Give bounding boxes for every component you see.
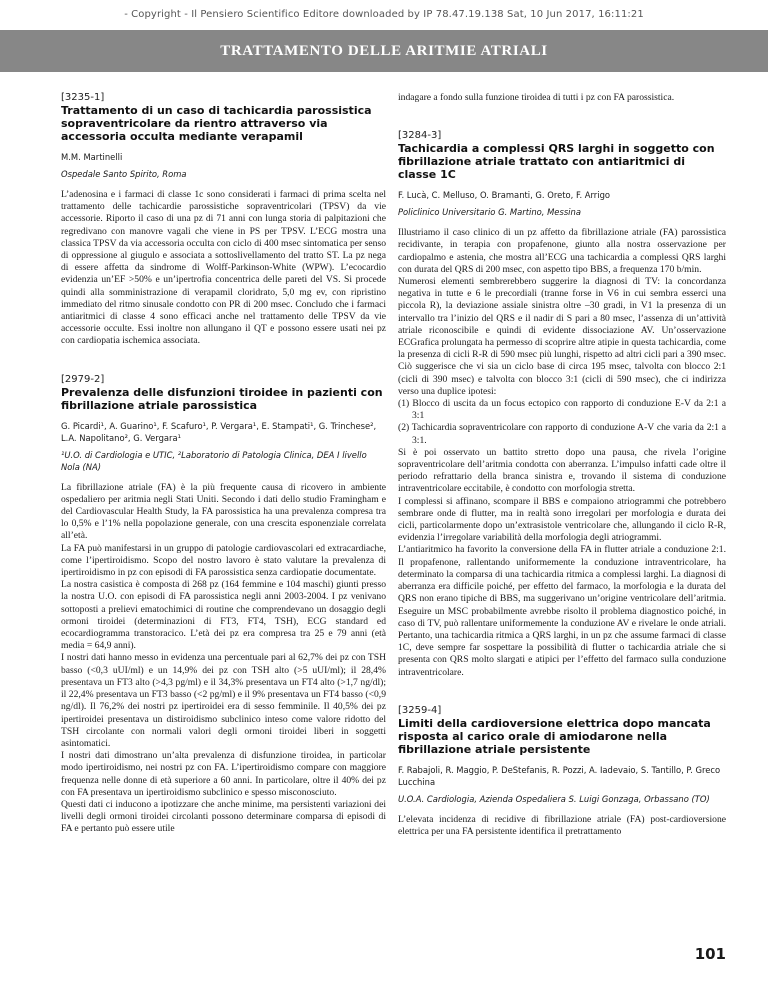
hypothesis-list — [398, 398, 726, 447]
section-banner — [0, 30, 768, 72]
abstract-affiliation: Ospedale Santo Spirito, Roma — [61, 169, 187, 179]
abstract-authors: F. Rabajoli, R. Maggio, P. DeStefanis, R. Pozzi, A. Iadevaio, S. Tantillo, P. Greco Lucchina — [398, 764, 721, 787]
abstract-affiliation: Policlinico Universitario G. Martino, Messina — [398, 207, 581, 218]
right-column — [398, 92, 726, 852]
left-column — [61, 92, 386, 850]
copyright-notice: - Copyright - Il Pensiero Scientifico Editore downloaded by IP 78.47.19.138 Sat, 10 Jun 2017, 16:11:21 — [124, 9, 644, 20]
abstract-code: [3235-1] — [61, 92, 105, 103]
abstract-affiliation: U.O.A. Cardiologia, Azienda Ospedaliera S. Luigi Gonzaga, Orbassano (TO) — [398, 793, 710, 804]
abstract-code: [3284-3] — [398, 130, 442, 142]
abstract-affiliation: ¹U.O. di Cardiologia e UTIC, ²Laboratorio di Patologia Clinica, DEA I livello Nola (NA) — [61, 449, 367, 472]
abstract-3259-4 — [398, 705, 726, 838]
abstract-code: [3259-4] — [398, 704, 442, 716]
paragraph: Illustriamo il caso clinico di un pz affetto da fibrillazione atriale (FA) parossistica recidivante, in terapia con propafenone, giunto alla nostra osservazione per cardiopalmo e astenia, che mostra all’ECG una tachicardia a complessi QRS larghi con durata del QRS di 200 msec, con aspetto tipo BBS, a frequenza 170 b/min. — [398, 227, 726, 275]
abstract-title: Prevalenza delle disfunzioni tiroidee in pazienti con fibrillazione atriale parossistica — [61, 385, 383, 412]
paragraph: I nostri dati dimostrano un’alta prevalenza di disfunzione tiroidea, in particolar modo ipertiroidismo, nei nostri pz con FA. L’ipertiroidismo compare con maggiore frequenza nelle donne di età superiore a 60 anni. In particolare, oltre il 40% dei pz con FA presentava un ipertiroidismo subclinico e spesso misconosciuto. — [61, 750, 386, 798]
abstract-2979-2 — [61, 374, 386, 836]
abstract-2979-2-continued — [398, 92, 726, 104]
list-item: (2) Tachicardia sopraventricolare con rapporto di conduzione A-V che varia da 2:1 a 3:1. — [398, 422, 726, 446]
paragraph: Si è poi osservato un battito stretto dopo una pausa, che rivela l’origine sopraventricolare dell’aritmia condotta con aberranza. L’impulso infatti cade oltre il periodo refrattario della branca sinistra e, trovando il sistema di conduzione intraventricolare eccitabile, è condotto con morfologia stretta. — [398, 446, 726, 495]
abstract-code: [2979-2] — [61, 373, 105, 385]
paragraph: L’adenosina e i farmaci di classe 1c sono considerati i farmaci di prima scelta nel trattamento delle tachicardie parossistiche sopraventricolari (TPSV) da vie accessorie. Riporto il caso di una pz di 71 anni con lunga storia di palpitazioni che regredivano con manovre vagali che viene in PS per TPSV. L’ECG mostra una classica TPSV da via accessoria occulta con ciclo di 400 msec sintomatica per senso di oppressione al giugulo e associata a sottoslivellamento del tratto ST. La pz nega di essere affetta da sindrome di Wolff-Parkinson-White (WPW). L’ecocardio evidenzia un’EF >50% e un’ipertrofia concentrica delle pareti del VS. Si procede quindi alla somministrazione di verapamil cloridrato, 5,0 mg ev, con ripristino immediato del ritmo sinusale condotto con PR di 200 msec. Concludo che i farmaci antiaritmici di classe 4 sono efficaci anche nel trattamento delle TPSV da vie accessorie occulte. Essi inoltre non allungano il QT e possono essere usati nei pz con cardiopatia ischemica associata. — [61, 189, 386, 347]
paragraph: La fibrillazione atriale (FA) è la più frequente causa di ricovero in ambiente ospedaliero per aritmia negli Stati Uniti. Secondo i dati dello studio Framingham e del Cardiovascular Health Study, la FA parossistica ha una prevalenza compresa tra lo 0,5% e l’1% nella popolazione generale, con una crescita esponenziale correlata all’età. — [61, 481, 386, 542]
paragraph: I nostri dati hanno messo in evidenza una percentuale pari al 62,7% dei pz con TSH basso (<0,3 uUI/ml) e un 14,9% dei pz con TSH alto (>5 uUI/ml); il 28,4% presentava un FT3 alto (>4,3 pg/ml) e il 34,3% presentava un FT4 alto (>1,7 ng/dl); il 22,4% presentava un FT3 basso (<2 pg/ml) e il 9% presentava un FT4 basso (<0,9 ng/dl). Il 76,2% dei nostri pz ipertiroidei era di sesso femminile. Il 40,5% dei pz ipertiroidei presentava un distiroidismo subclinico inteso come valore ridotto del TSH circolante con normali valori degli ormoni tiroidei liberi in soggetti asintomatici. — [61, 652, 386, 749]
section-title: TRATTAMENTO DELLE ARITMIE ATRIALI — [220, 43, 548, 59]
paragraph: La nostra casistica è composta di 268 pz (164 femmine e 104 maschi) giunti presso la nostra U.O. con episodi di FA parossistica negli anni 2003-2004. I pz venivano sottoposti a prelievi ematochimici di routine che comprendevano un dosaggio degli ormoni tiroidei (determinazioni di FT3, FT4, TSH), ECG standard ed ecocardiogramma transtoracico. L’età dei pz era compresa tra 25 e 79 anni (età media = 64,9 anni). — [61, 579, 386, 652]
paragraph-continued: indagare a fondo sulla funzione tiroidea di tutti i pz con FA parossistica. — [398, 92, 675, 103]
abstract-3284-3 — [398, 130, 726, 679]
paragraph-continued: Questi dati ci inducono a ipotizzare che anche minime, ma persistenti variazioni dei livelli degli ormoni tiroidei circolanti possono determinare comparsa di episodi di FA e pertanto può essere utile — [61, 798, 386, 835]
abstract-body — [61, 189, 386, 348]
abstract-body — [398, 227, 726, 679]
abstract-title: Limiti della cardioversione elettrica dopo mancata risposta al carico orale di amiodarone nella fibrillazione atriale persistente — [398, 716, 711, 756]
abstract-authors: M.M. Martinelli — [61, 152, 123, 162]
paragraph: I complessi si affinano, scompare il BBS e compaiono atriogrammi che potrebbero sembrare onde di flutter, ma in realtà sono irregolari per morfologia e durata dei cicli, particolarmente dopo un’extrasistole ventricolare che, allungando il ciclo R-R, evidenzia l’irregolare variabilità della morfologia degli atriogrammi. — [398, 495, 726, 544]
abstract-title: Tachicardia a complessi QRS larghi in soggetto con fibrillazione atriale trattato con antiaritmici di classe 1C — [398, 142, 715, 182]
abstract-authors: G. Picardi¹, A. Guarino¹, F. Scafuro¹, P. Vergara¹, E. Stampati¹, G. Trinchese², L.A. Napolitano², G. Vergara¹ — [61, 420, 377, 443]
paragraph: L’antiaritmico ha favorito la conversione della FA in flutter atriale a conduzione 2:1. Il propafenone, rallentando uniformemente la conduzione intraventricolare, ha determinato la comparsa di una tachicardia ritmica a complessi larghi. La diagnosi di aberranza era difficile poiché, per effetto del farmaco, la morfologia e la durata del QRS non erano tipiche di BBS, ma suggerivano un’origine ventricolare dell’aritmia. Eseguire un MSC probabilmente avrebbe risolto il problema diagnostico poiché, in caso di TV, può rallentare uniformemente la conduzione AV e rivelare le onde atriali. Pertanto, una tachicardia ritmica a QRS larghi, in un pz che assume farmaci di classe 1C, deve sempre far sospettare la possibilità di flutter o tachicardia atriale che si presenta con QRS molto slargati e atipici per l’effetto del farmaco sulla conduzione intraventricolare. — [398, 544, 726, 678]
abstract-body — [398, 814, 726, 838]
page-number: 101 — [694, 945, 726, 963]
paragraph: Numerosi elementi sembrerebbero suggerire la diagnosi di TV: la concordanza negativa in tutte e 6 le precordiali (tranne forse in V6 in cui sembra esserci una piccola R), la deviazione assiale sinistra oltre –30 gradi, in V1 la presenza di un intervallo tra l’inizio del QRS e il nadir di S pari a 80 msec, l’assenza di un’attività atriale riconoscibile e quindi di evidente dissociazione AV. Un’osservazione ECGrafica prolungata ha permesso di scoprire altre atipie in questa tachicardia, come la presenza di cicli R-R di 590 msec più lunghi, rispetto ad altri cicli pari a 390 msec. Ciò suggerisce che vi sia un ciclo base di circa 195 msec, talvolta con blocco 2:1 (cicli di 390 msec) e talvolta con blocco 3:1 (cicli di 590 msec), che ci indirizza verso una duplice ipotesi: — [398, 276, 726, 397]
abstract-3235-1 — [61, 92, 386, 348]
paragraph: L’elevata incidenza di recidive di fibrillazione atriale (FA) post-cardioversione elettrica per una FA persistente identifica il pretrattamento — [398, 813, 726, 837]
abstract-title: Trattamento di un caso di tachicardia parossistica sopraventricolare da rientro attraverso via accessoria occulta mediante verapamil — [61, 104, 372, 143]
paragraph: La FA può manifestarsi in un gruppo di patologie cardiovascolari ed extracardiache, come l’ipertiroidismo. Scopo del nostro lavoro è stato valutare la prevalenza di ipertiroidismo in pz con episodi di FA parossistica senza cardiopatie documentate. — [61, 542, 386, 579]
list-item: (1) Blocco di uscita da un focus ectopico con rapporto di conduzione E-V da 2:1 a 3:1 — [398, 398, 726, 422]
abstract-body — [61, 482, 386, 836]
abstract-body — [398, 92, 726, 104]
abstract-authors: F. Lucà, C. Melluso, O. Bramanti, G. Oreto, F. Arrigo — [398, 190, 611, 201]
